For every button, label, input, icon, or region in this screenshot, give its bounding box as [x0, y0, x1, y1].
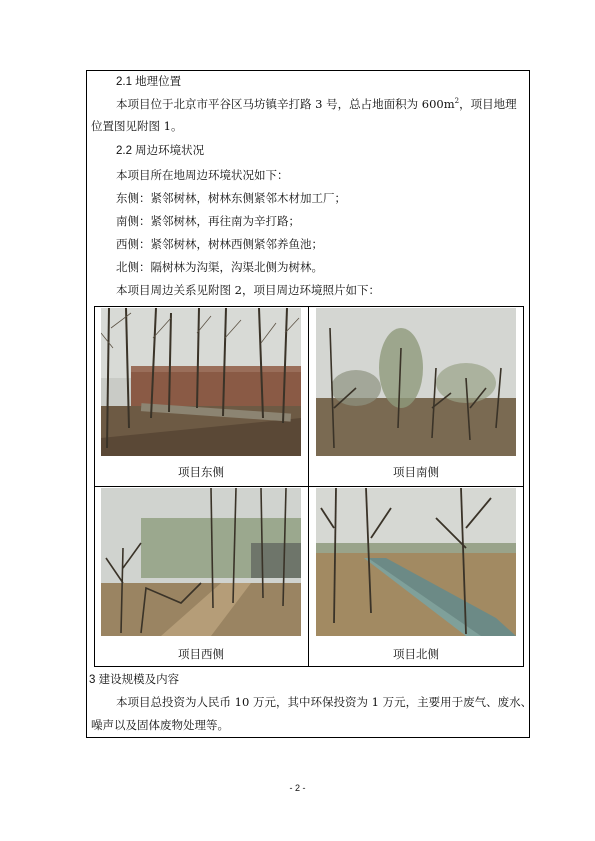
photo-south — [316, 308, 516, 456]
surroundings-north: 北侧：隔树林为沟渠，沟渠北侧为树林。 — [116, 260, 323, 274]
section-2-2-title: 2.2 周边环境状况 — [116, 145, 205, 157]
surroundings-west: 西侧：紧邻树林，树林西侧紧邻养鱼池； — [116, 237, 323, 251]
section-2-1-title: 2.1 地理位置 — [116, 76, 182, 88]
caption-north: 项目北侧 — [393, 647, 439, 661]
caption-west: 项目西侧 — [178, 647, 224, 661]
photo-east — [101, 308, 301, 456]
location-paragraph-line2: 位置图见附图 1。 — [91, 119, 183, 133]
page-number: - 2 - — [289, 783, 306, 793]
investment-paragraph-line1: 本项目总投资为人民币 10 万元，其中环保投资为 1 万元，主要用于废气、废水、 — [116, 695, 533, 709]
investment-paragraph-line2: 噪声以及固体废物处理等。 — [91, 718, 229, 732]
section-3-title: 3 建设规模及内容 — [89, 674, 180, 686]
photo-table-horizontal-divider — [94, 486, 524, 487]
location-paragraph-line1: 本项目位于北京市平谷区马坊镇辛打路 3 号，总占地面积为 $600m^2$，项目地理 — [116, 97, 517, 111]
caption-east: 项目东侧 — [178, 465, 224, 479]
surroundings-figure-ref: 本项目周边关系见附图 2，项目周边环境照片如下： — [116, 283, 380, 297]
photo-west — [101, 488, 301, 636]
surroundings-east: 东侧：紧邻树林，树林东侧紧邻木材加工厂； — [116, 191, 346, 205]
surroundings-south: 南侧：紧邻树林，再往南为辛打路； — [116, 214, 300, 228]
caption-south: 项目南侧 — [393, 465, 439, 479]
photo-north — [316, 488, 516, 636]
surroundings-intro: 本项目所在地周边环境状况如下： — [116, 168, 289, 182]
